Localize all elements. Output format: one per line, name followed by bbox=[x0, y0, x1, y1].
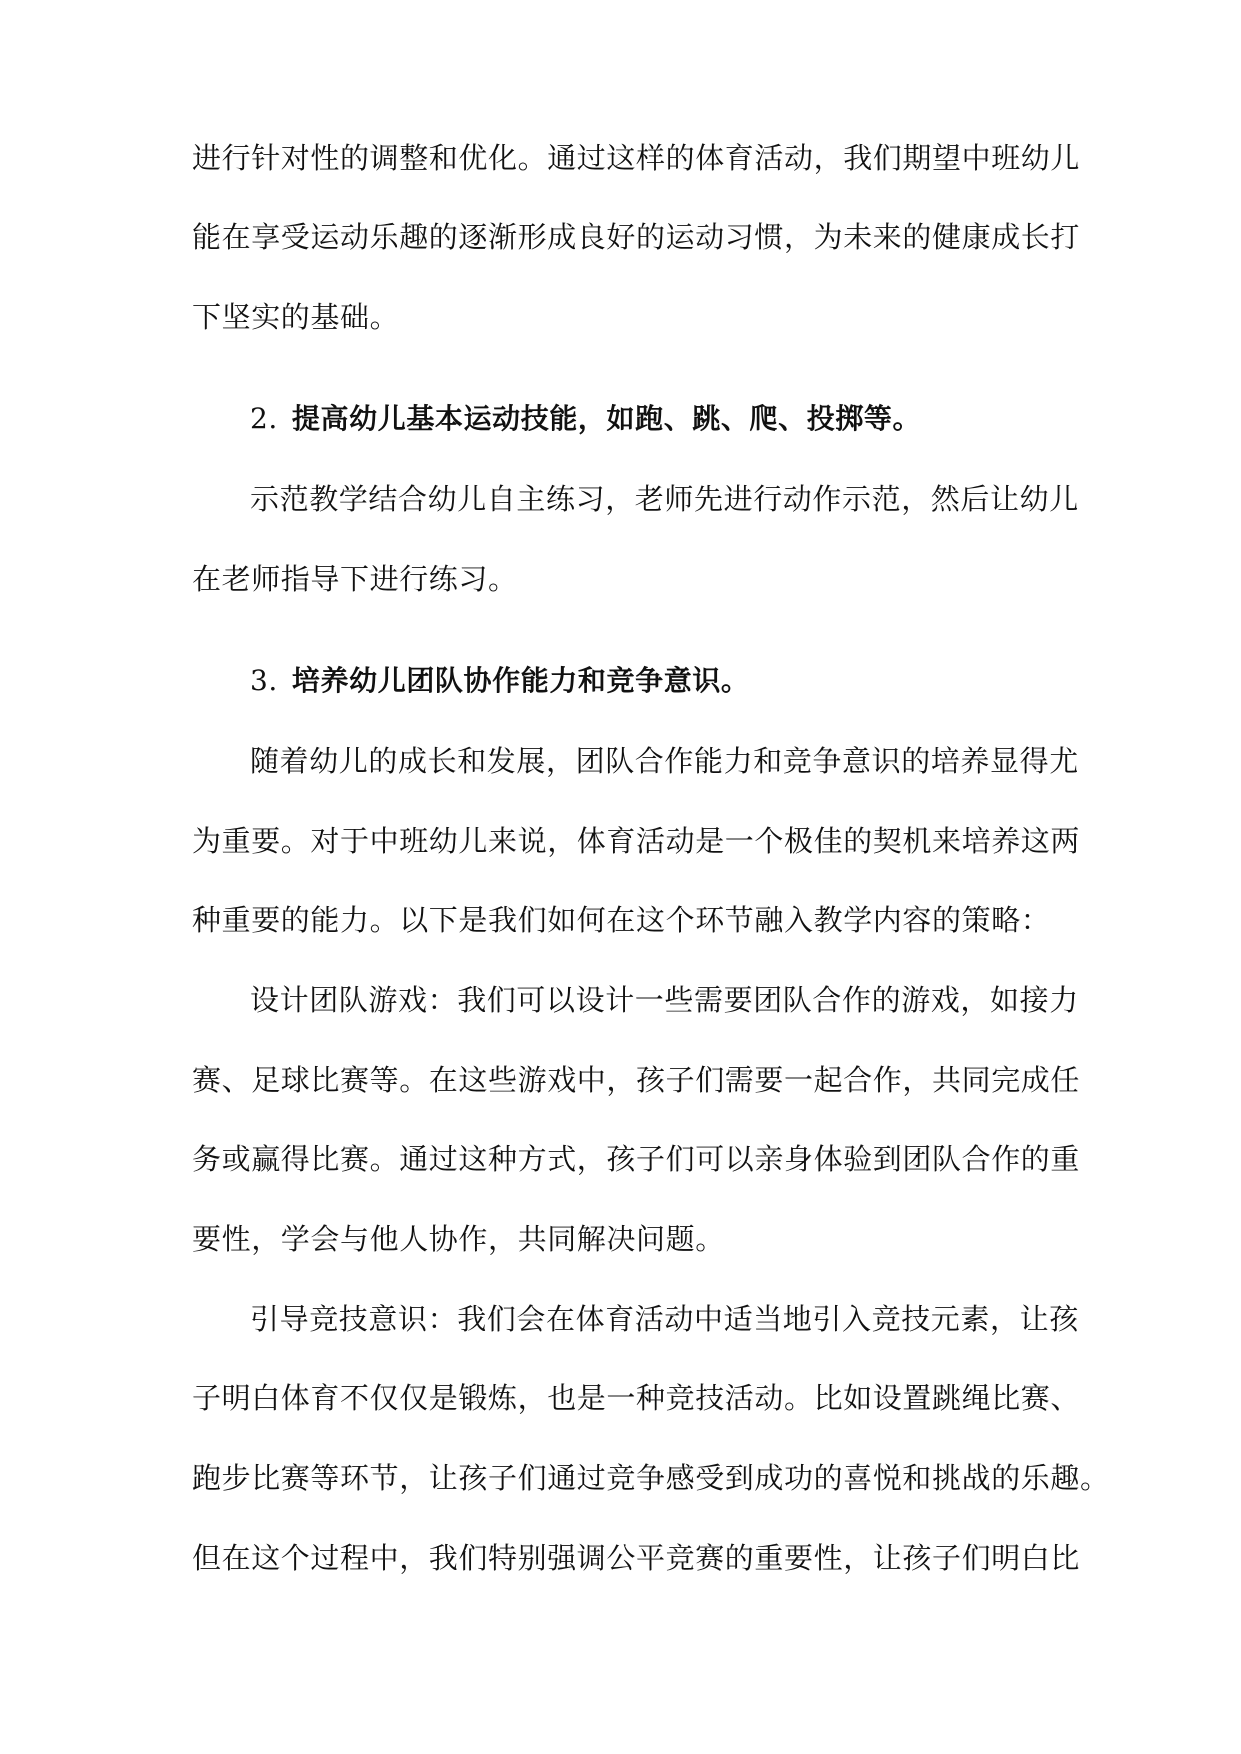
body-line: 要性，学会与他人协作，共同解决问题。 bbox=[192, 1222, 725, 1256]
section-number: 2. bbox=[250, 402, 278, 435]
body-line: 为重要。对于中班幼儿来说，体育活动是一个极佳的契机来培养这两 bbox=[192, 824, 1081, 858]
section-title: 培养幼儿团队协作能力和竞争意识。 bbox=[291, 664, 750, 697]
body-line: 引导竞技意识：我们会在体育活动中适当地引入竞技元素，让孩 bbox=[250, 1302, 1079, 1336]
body-line: 子明白体育不仅仅是锻炼，也是一种竞技活动。比如设置跳绳比赛、 bbox=[192, 1381, 1081, 1415]
body-line: 设计团队游戏：我们可以设计一些需要团队合作的游戏，如接力 bbox=[250, 983, 1079, 1017]
section-title: 提高幼儿基本运动技能，如跑、跳、爬、投掷等。 bbox=[291, 402, 922, 435]
body-line: 能在享受运动乐趣的逐渐形成良好的运动习惯，为未来的健康成长打 bbox=[192, 220, 1081, 254]
section-number: 3. bbox=[250, 664, 278, 697]
body-line: 务或赢得比赛。通过这种方式，孩子们可以亲身体验到团队合作的重 bbox=[192, 1142, 1081, 1176]
body-line: 种重要的能力。以下是我们如何在这个环节融入教学内容的策略： bbox=[192, 903, 1051, 937]
body-line: 跑步比赛等环节，让孩子们通过竞争感受到成功的喜悦和挑战的乐趣。 bbox=[192, 1461, 1110, 1495]
body-line: 在老师指导下进行练习。 bbox=[192, 562, 518, 596]
body-line: 赛、足球比赛等。在这些游戏中，孩子们需要一起合作，共同完成任 bbox=[192, 1063, 1081, 1097]
body-line: 下坚实的基础。 bbox=[192, 300, 400, 334]
section-heading-2 bbox=[250, 398, 1120, 440]
body-line: 随着幼儿的成长和发展，团队合作能力和竞争意识的培养显得尤 bbox=[250, 744, 1079, 778]
body-line: 但在这个过程中，我们特别强调公平竞赛的重要性，让孩子们明白比 bbox=[192, 1541, 1081, 1575]
body-line: 进行针对性的调整和优化。通过这样的体育活动，我们期望中班幼儿 bbox=[192, 141, 1081, 175]
section-heading-3 bbox=[250, 660, 1120, 702]
body-line: 示范教学结合幼儿自主练习，老师先进行动作示范，然后让幼儿 bbox=[250, 482, 1079, 516]
